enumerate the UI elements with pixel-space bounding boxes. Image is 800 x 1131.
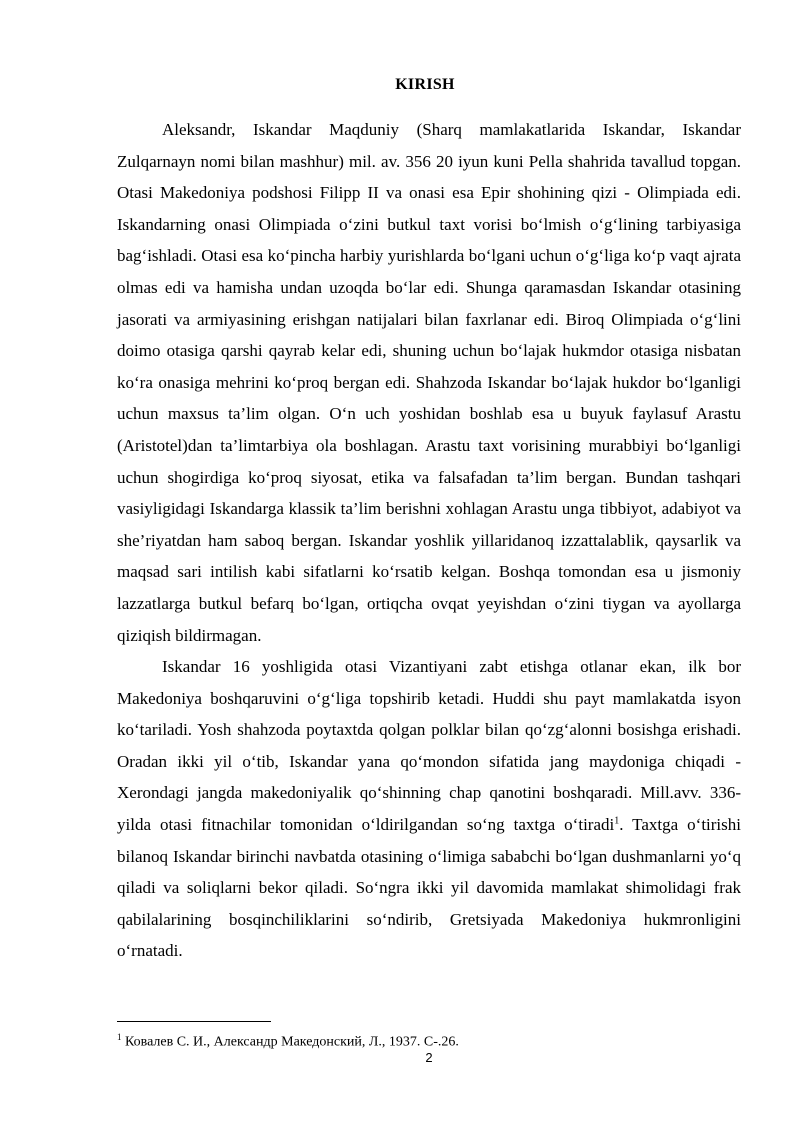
paragraph-1: Aleksandr, Iskandar Maqduniy (Sharq mamlakatlarida Iskandar, Iskandar Zulqarnayn nomi bilan mashhur) mil. av. 356 20 iyun kuni Pella shahrida tavallud topgan. Otasi Makedoniya podshosi Filipp II va onasi esa Epir shohining qizi - Olimpiada edi. Iskandarning onasi Olimpiada o‘zini butkul taxt vorisi bo‘lmish o‘g‘lining tarbiyasiga bag‘ishladi. Otasi esa ko‘pincha harbiy yurishlarda bo‘lgani uchun o‘g‘liga ko‘p vaqt ajrata olmas edi va hamisha undan uzoqda bo‘lar edi. Shunga qaramasdan Iskandar otasining jasorati va armiyasining erishgan natijalari bilan faxrlanar edi. Biroq Olimpiada o‘g‘lini doimo otasiga qarshi qayrab kelar edi, shuning uchun bo‘lajak hukmdor otasiga nisbatan ko‘ra onasiga mehrini ko‘proq bergan edi. Shahzoda Iskandar bo‘lajak hukdor bo‘lganligi uchun maxsus ta’lim olgan. O‘n uch yoshidan boshlab esa u buyuk faylasuf Arastu (Aristotel)dan ta’limtarbiya ola boshlagan. Arastu taxt vorisining murabbiyi bo‘lganligi uchun shogirdiga ko‘proq siyosat, etika va falsafadan ta’lim bergan. Bundan tashqari vasiyligidagi Iskandarga klassik ta’lim berishni xohlagan Arastu unga tibbiyot, adabiyot va she’riyatdan ham saboq bergan. Iskandar yoshlik yillaridanoq izzattalablik, qaysarlik va maqsad sari intilish kabi sifatlarni ko‘rsatib kelgan. Boshqa tomondan esa u jismoniy lazzatlarga butkul befarq bo‘lgan, ortiqcha ovqat yeyishdan o‘zini tiygan va ayollarga qiziqish bildirmagan. [117,120,741,645]
footnote-divider [117,1021,271,1022]
footnote-text: Ковалев С. И., Александр Македонский, Л., 1937. С-.26. [121,1034,459,1050]
body-text [117,114,741,967]
footnote-marker: 1 [117,1032,122,1042]
paragraph-2-text-b: . Taxtga o‘tirishi bilanoq Iskandar birinchi navbatda otasining o‘limiga sababchi bo‘lgan dushmanlarni yo‘q qiladi va soliqlarni bekor qiladi. So‘ngra ikki yil davomida mamlakat shimolidagi frak qabilalarining bosqinchiliklarini so‘ndirib, Gretsiyada Makedoniya hukmronligini o‘rnatadi. [117,815,741,961]
footnote [117,1028,459,1052]
page-number: 2 [425,1050,433,1065]
paragraph-2 [117,651,741,967]
page-heading: KIRISH [395,76,455,93]
paragraph-2-text-a: Iskandar 16 yoshligida otasi Vizantiyani zabt etishga otlanar ekan, ilk bor Makedoniya boshqaruvini o‘g‘liga topshirib ketadi. Huddi shu payt mamlakatda isyon ko‘tariladi. Yosh shahzoda poytaxtda qolgan polklar bilan qo‘zg‘alonni bosishga erishadi. Oradan ikki yil o‘tib, Iskandar yana qo‘mondon sifatida jang maydoniga chiqadi - Xerondagi jangda makedoniyalik qo‘shinning chap qanotini boshqaradi. Mill.avv. 336-yilda otasi fitnachilar tomonidan o‘ldirilgandan so‘ng taxtga o‘tiradi [117,657,741,835]
footnote-reference[interactable]: 1 [614,815,620,827]
